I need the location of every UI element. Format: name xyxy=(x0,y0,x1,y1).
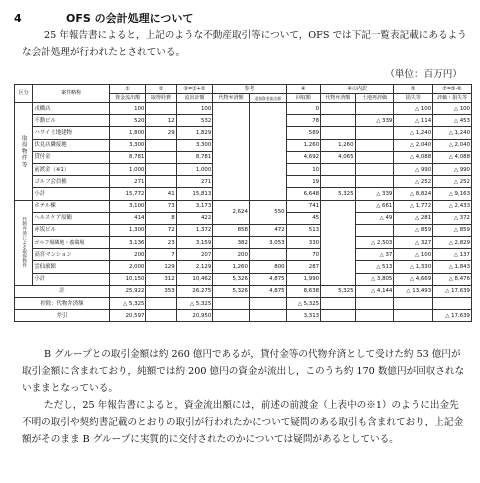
ref-empty-e xyxy=(249,103,286,201)
table-row xyxy=(15,249,472,261)
cell: 5,326 xyxy=(213,273,250,285)
cell: △ 4,669 xyxy=(394,273,433,285)
header-b: 取得経費 xyxy=(146,94,176,103)
cell: 353 xyxy=(146,285,176,297)
cell: 10,462 xyxy=(176,273,213,285)
cell: 200 xyxy=(213,249,250,261)
row-name: 控除：代物弁済額 xyxy=(15,298,110,310)
cell: △ 4,144 xyxy=(355,285,394,297)
cell: 200 xyxy=(109,249,146,261)
cell: 4,875 xyxy=(249,273,286,285)
cell: 1,372 xyxy=(176,224,213,236)
cell: 20,597 xyxy=(109,310,146,322)
accounting-table xyxy=(14,84,472,322)
section-number: 4 xyxy=(14,12,22,25)
cell: △ 990 xyxy=(433,163,472,175)
cell: 129 xyxy=(146,261,176,273)
cell: △ 3,805 xyxy=(355,273,394,285)
cell: 589 xyxy=(286,127,320,139)
row-name: 小計 xyxy=(33,273,110,285)
row-name: ヘルスケア原鶴 xyxy=(33,212,110,224)
cell xyxy=(146,176,176,188)
cell: △ 453 xyxy=(433,115,472,127)
cell: △ 2,040 xyxy=(433,139,472,151)
cell: 513 xyxy=(286,224,320,236)
row-name: 高宮マンション xyxy=(33,249,110,261)
cell: 72 xyxy=(146,224,176,236)
table-row-subtotal xyxy=(15,273,472,285)
section-heading xyxy=(14,10,193,26)
cell: 10 xyxy=(286,163,320,175)
cell: 382 xyxy=(213,237,250,249)
cell: 414 xyxy=(109,212,146,224)
cell: △ 100 xyxy=(394,103,433,115)
cell: 25,922 xyxy=(109,285,146,297)
table-row-diff xyxy=(15,310,472,322)
cell: 1,000 xyxy=(176,163,213,175)
cell xyxy=(355,310,394,322)
header-g: 代物弁済額 xyxy=(321,94,355,103)
paragraph-b-group: B グループとの取引金額は約 260 億円であるが，貸付金等の代物弁済として受けた約 53 億円が取引金額に含まれており，純額では約 200 億円の資金が流出し，このうち約 170 数億円が回収されないままとなっている。 xyxy=(22,349,465,394)
cell: 12 xyxy=(146,115,176,127)
cell: △ 990 xyxy=(394,163,433,175)
cell: 15,772 xyxy=(109,188,146,200)
cell: △ 5,325 xyxy=(286,298,320,310)
cell: 330 xyxy=(286,237,320,249)
cell: 1,260 xyxy=(321,139,355,151)
cell: △ 252 xyxy=(394,176,433,188)
cell: 1,800 xyxy=(109,127,146,139)
header-c: 流出計額 xyxy=(176,94,213,103)
cell: 26,275 xyxy=(176,285,213,297)
cell xyxy=(321,115,355,127)
cell: 1,260 xyxy=(213,261,250,273)
cell: 3,173 xyxy=(176,200,213,212)
group1-label: 取得物件等 xyxy=(15,103,33,201)
cell: 5,326 xyxy=(213,285,250,297)
cell: 2,129 xyxy=(176,261,213,273)
cell xyxy=(394,298,433,310)
cell: 73 xyxy=(146,200,176,212)
cell: 7 xyxy=(146,249,176,261)
cell-merged-e: 550 xyxy=(249,200,286,224)
row-name: 前渡金（※1） xyxy=(33,163,110,175)
cell: 858 xyxy=(213,224,250,236)
header-ref: 参考 xyxy=(213,85,286,94)
cell: 207 xyxy=(176,249,213,261)
header-e: 追加資金流出額 xyxy=(249,94,286,103)
cell: △ 327 xyxy=(394,237,433,249)
cell xyxy=(355,163,394,175)
header-c1: ① xyxy=(109,85,146,94)
cell: 4,875 xyxy=(249,285,286,297)
table-row xyxy=(15,261,472,273)
row-name: ハワイ土地建物 xyxy=(33,127,110,139)
header-d: 代物弁済額 xyxy=(213,94,250,103)
header-i: 損失等 xyxy=(394,94,433,103)
cell: △ 8,476 xyxy=(433,273,472,285)
cell: △ 114 xyxy=(394,115,433,127)
header-h: 土地再評価 xyxy=(355,94,394,103)
cell: △ 17,639 xyxy=(433,310,472,322)
table-row xyxy=(15,103,472,115)
cell: △ 13,493 xyxy=(394,285,433,297)
cell xyxy=(146,139,176,151)
cell: 5,325 xyxy=(321,188,355,200)
row-name: 貸付金 xyxy=(33,151,110,163)
row-name: 差引 xyxy=(15,310,110,322)
cell: 312 xyxy=(146,273,176,285)
cell: 29 xyxy=(146,127,176,139)
cell xyxy=(146,151,176,163)
unit-label: （単位：百万円） xyxy=(385,69,462,80)
header-f: 回収額 xyxy=(286,94,320,103)
table-row-total xyxy=(15,285,472,297)
cell: 3,159 xyxy=(176,237,213,249)
cell xyxy=(321,298,355,310)
cell: △ 5,325 xyxy=(109,298,146,310)
cell: 422 xyxy=(176,212,213,224)
cell: △ 859 xyxy=(394,224,433,236)
cell xyxy=(321,103,355,115)
cell: △ 513 xyxy=(355,261,394,273)
cell xyxy=(146,103,176,115)
cell: 800 xyxy=(249,261,286,273)
cell: 4,692 xyxy=(286,151,320,163)
cell xyxy=(249,249,286,261)
cell: 0 xyxy=(286,103,320,115)
cell: △ 17,639 xyxy=(433,285,472,297)
cell: △ 2,829 xyxy=(433,237,472,249)
cell: 8,781 xyxy=(176,151,213,163)
cell: 3,313 xyxy=(286,310,320,322)
cell: △ 1,772 xyxy=(394,200,433,212)
cell: 3,136 xyxy=(109,237,146,249)
cell xyxy=(433,298,472,310)
cell xyxy=(321,163,355,175)
cell: 19 xyxy=(286,176,320,188)
cell: △ 1,240 xyxy=(394,127,433,139)
group2-empty-g xyxy=(321,200,355,285)
table-row-deduct xyxy=(15,298,472,310)
intro-paragraph: 25 年報告書によると，上記のような不動産取引等について，OFS では下記一覧表記載にあるような会計処理が行われたとされている。 xyxy=(22,30,467,58)
cell: 472 xyxy=(249,224,286,236)
cell: 5,325 xyxy=(321,285,355,297)
cell: △ 1,330 xyxy=(394,261,433,273)
table-row xyxy=(15,224,472,236)
cell: △ 372 xyxy=(433,212,472,224)
ref-empty-d xyxy=(213,103,250,201)
cell: △ 2,503 xyxy=(355,237,394,249)
cell xyxy=(249,310,286,322)
cell xyxy=(146,310,176,322)
cell: 3,053 xyxy=(249,237,286,249)
cell: 100 xyxy=(176,103,213,115)
header-j: 評価・損失等 xyxy=(433,94,472,103)
cell: △ 137 xyxy=(433,249,472,261)
row-name: 小計 xyxy=(33,188,110,200)
cell: 271 xyxy=(176,176,213,188)
cell: 15,813 xyxy=(176,188,213,200)
row-name: 戎橋店 xyxy=(33,103,110,115)
cell: 1,000 xyxy=(109,163,146,175)
cell: 741 xyxy=(286,200,320,212)
cell xyxy=(355,139,394,151)
header-a: 資金流出額 xyxy=(109,94,146,103)
cell: 70 xyxy=(286,249,320,261)
cell: 6,648 xyxy=(286,188,320,200)
cell: 271 xyxy=(109,176,146,188)
section-title: OFS の会計処理について xyxy=(66,12,194,25)
cell: △ 252 xyxy=(433,176,472,188)
cell: 100 xyxy=(109,103,146,115)
cell: △ 49 xyxy=(355,212,394,224)
cell: 8,781 xyxy=(109,151,146,163)
cell: △ 859 xyxy=(433,224,472,236)
cell xyxy=(394,310,433,322)
row-name: 伏見店隣接地 xyxy=(33,139,110,151)
row-name: ゴルフ会員権 xyxy=(33,176,110,188)
cell: 8,638 xyxy=(286,285,320,297)
cell xyxy=(355,151,394,163)
cell: △ 661 xyxy=(355,200,394,212)
cell: 3,100 xyxy=(109,200,146,212)
cell xyxy=(355,127,394,139)
cell: 45 xyxy=(286,212,320,224)
row-name: ゴルフ場隣地・養鶏場 xyxy=(33,237,110,249)
table-row xyxy=(15,200,472,212)
header-c4: ④ xyxy=(286,85,320,94)
header-kubun: 区分 xyxy=(15,85,33,103)
cell xyxy=(213,298,250,310)
cell: △ 8,824 xyxy=(394,188,433,200)
cell: △ 2,040 xyxy=(394,139,433,151)
cell: △ 9,163 xyxy=(433,188,472,200)
cell: 4,065 xyxy=(321,151,355,163)
cell: △ 37 xyxy=(355,249,394,261)
header-c2: ② xyxy=(146,85,176,94)
cell xyxy=(249,298,286,310)
cell: 78 xyxy=(286,115,320,127)
row-name: ホテル棟 xyxy=(33,200,110,212)
cell: △ 4,088 xyxy=(394,151,433,163)
cell xyxy=(321,310,355,322)
cell: 10,150 xyxy=(109,273,146,285)
cell: 3,300 xyxy=(109,139,146,151)
cell xyxy=(321,127,355,139)
cell: △ 1,843 xyxy=(433,261,472,273)
cell: 41 xyxy=(146,188,176,200)
cell xyxy=(213,310,250,322)
cell: 1,990 xyxy=(286,273,320,285)
header-naiyaku: ④の内訳 xyxy=(321,85,394,94)
cell: 1,300 xyxy=(109,224,146,236)
cell: △ 281 xyxy=(394,212,433,224)
cell: 520 xyxy=(109,115,146,127)
cell: 2,000 xyxy=(109,261,146,273)
cell: △ 100 xyxy=(433,103,472,115)
cell: 8 xyxy=(146,212,176,224)
cell: △ 4,088 xyxy=(433,151,472,163)
row-name: 計 xyxy=(15,285,110,297)
cell: 23 xyxy=(146,237,176,249)
cell: △ 100 xyxy=(394,249,433,261)
cell xyxy=(355,176,394,188)
cell xyxy=(146,163,176,175)
cell: △ 339 xyxy=(355,188,394,200)
cell: 20,950 xyxy=(176,310,213,322)
cell xyxy=(355,298,394,310)
cell: △ 5,325 xyxy=(176,298,213,310)
cell xyxy=(146,298,176,310)
row-name: 雲仙旅館 xyxy=(33,261,110,273)
cell xyxy=(321,176,355,188)
cell: 1,260 xyxy=(286,139,320,151)
header-c7: ⑦=⑤-⑥ xyxy=(433,85,472,94)
header-name: 案件略称 xyxy=(33,85,110,103)
header-c5: ⑤ xyxy=(394,85,433,94)
cell: 1,829 xyxy=(176,127,213,139)
header-c3: ③=①+② xyxy=(176,85,213,94)
cell xyxy=(355,103,394,115)
row-name: 不動ビル xyxy=(33,115,110,127)
cell: 287 xyxy=(286,261,320,273)
group2-label: 代物弁済による取得物件 xyxy=(15,200,33,285)
table-row xyxy=(15,237,472,249)
cell: △ 2,433 xyxy=(433,200,472,212)
row-name: 赤坂ビル xyxy=(33,224,110,236)
cell-merged-d: 2,624 xyxy=(213,200,250,224)
cell: △ 1,240 xyxy=(433,127,472,139)
cell: 532 xyxy=(176,115,213,127)
paragraph-caveat: ただし，25 年報告書によると，資金流出額には，前述の前渡金（上表中の※1）のように出金先不明の取引や契約書記載のとおりの取引が行われたかについて疑問のある取引も含まれており，上記金額がそのまま B グループに実質的に交付されたのかについては疑問があるとしている。 xyxy=(22,400,464,445)
cell: 3,300 xyxy=(176,139,213,151)
cell xyxy=(355,224,394,236)
cell: △ 339 xyxy=(355,115,394,127)
